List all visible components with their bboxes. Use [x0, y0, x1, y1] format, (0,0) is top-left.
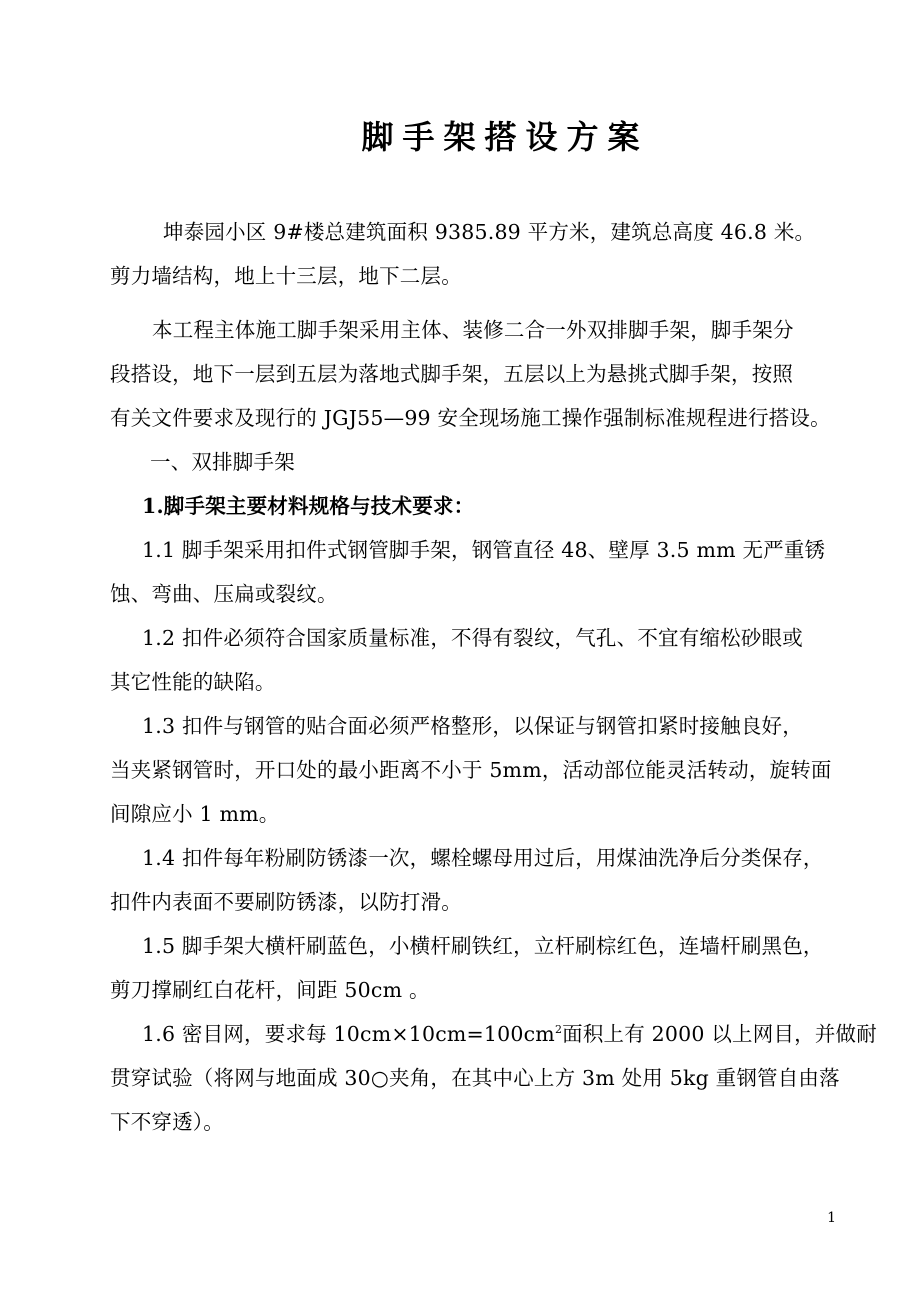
section-heading: 一、双排脚手架 [150, 450, 295, 474]
item-1-6-text-before: 1.6 密目网，要求每 10cm×10cm=100cm [142, 1022, 555, 1046]
item-1-3-line-3: 间隙应小 1 mm。 [110, 802, 280, 826]
item-1-3-line-2: 当夹紧钢管时，开口处的最小距离不小于 5mm，活动部位能灵活转动，旋转面 [110, 758, 832, 782]
overview-line-2: 段搭设，地下一层到五层为落地式脚手架，五层以上为悬挑式脚手架，按照 [110, 362, 794, 386]
item-1-1-line-1: 1.1 脚手架采用扣件式钢管脚手架，钢管直径 48、壁厚 3.5 mm 无严重锈 [142, 538, 826, 562]
overview-line-1: 本工程主体施工脚手架采用主体、装修二合一外双排脚手架，脚手架分 [152, 318, 794, 342]
item-1-4-line-2: 扣件内表面不要刷防锈漆，以防打滑。 [110, 890, 462, 914]
item-1-5-line-2: 剪刀撑刷红白花杆，间距 50cm 。 [110, 978, 430, 1002]
item-1-2-line-2: 其它性能的缺陷。 [110, 670, 276, 694]
item-1-6-line-1 [142, 1019, 877, 1049]
intro-line-2: 剪力墙结构，地上十三层，地下二层。 [110, 264, 462, 288]
intro-line-1: 坤泰园小区 9#楼总建筑面积 9385.89 平方米，建筑总高度 46.8 米。 [163, 220, 816, 244]
page-title: 脚手架搭设方案 [361, 118, 649, 156]
item-1-4-line-1: 1.4 扣件每年粉刷防锈漆一次，螺栓螺母用过后，用煤油洗净后分类保存， [142, 846, 824, 870]
item-1-2-line-1: 1.2 扣件必须符合国家质量标准，不得有裂纹，气孔、不宜有缩松砂眼或 [142, 626, 803, 650]
item-1-5-line-1: 1.5 脚手架大横杆刷蓝色，小横杆刷铁红，立杆刷棕红色，连墙杆刷黑色， [142, 934, 824, 958]
item-1-6-line-2: 贯穿试验（将网与地面成 30○夹角，在其中心上方 3m 处用 5kg 重钢管自由落 [110, 1066, 840, 1090]
superscript-2: 2 [554, 1023, 563, 1036]
page-number: 1 [827, 1210, 836, 1226]
item-1-1-line-2: 蚀、弯曲、压扁或裂纹。 [110, 582, 338, 606]
item-1-3-line-1: 1.3 扣件与钢管的贴合面必须严格整形，以保证与钢管扣紧时接触良好， [142, 714, 803, 738]
item-1-6-line-3: 下不穿透）。 [110, 1110, 224, 1134]
overview-line-3: 有关文件要求及现行的 JGJ55—99 安全现场施工操作强制标准规程进行搭设。 [110, 406, 831, 430]
subsection-heading: 1.脚手架主要材料规格与技术要求： [142, 494, 475, 518]
item-1-6-text-after: 面积上有 2000 以上网目，并做耐 [562, 1022, 877, 1046]
